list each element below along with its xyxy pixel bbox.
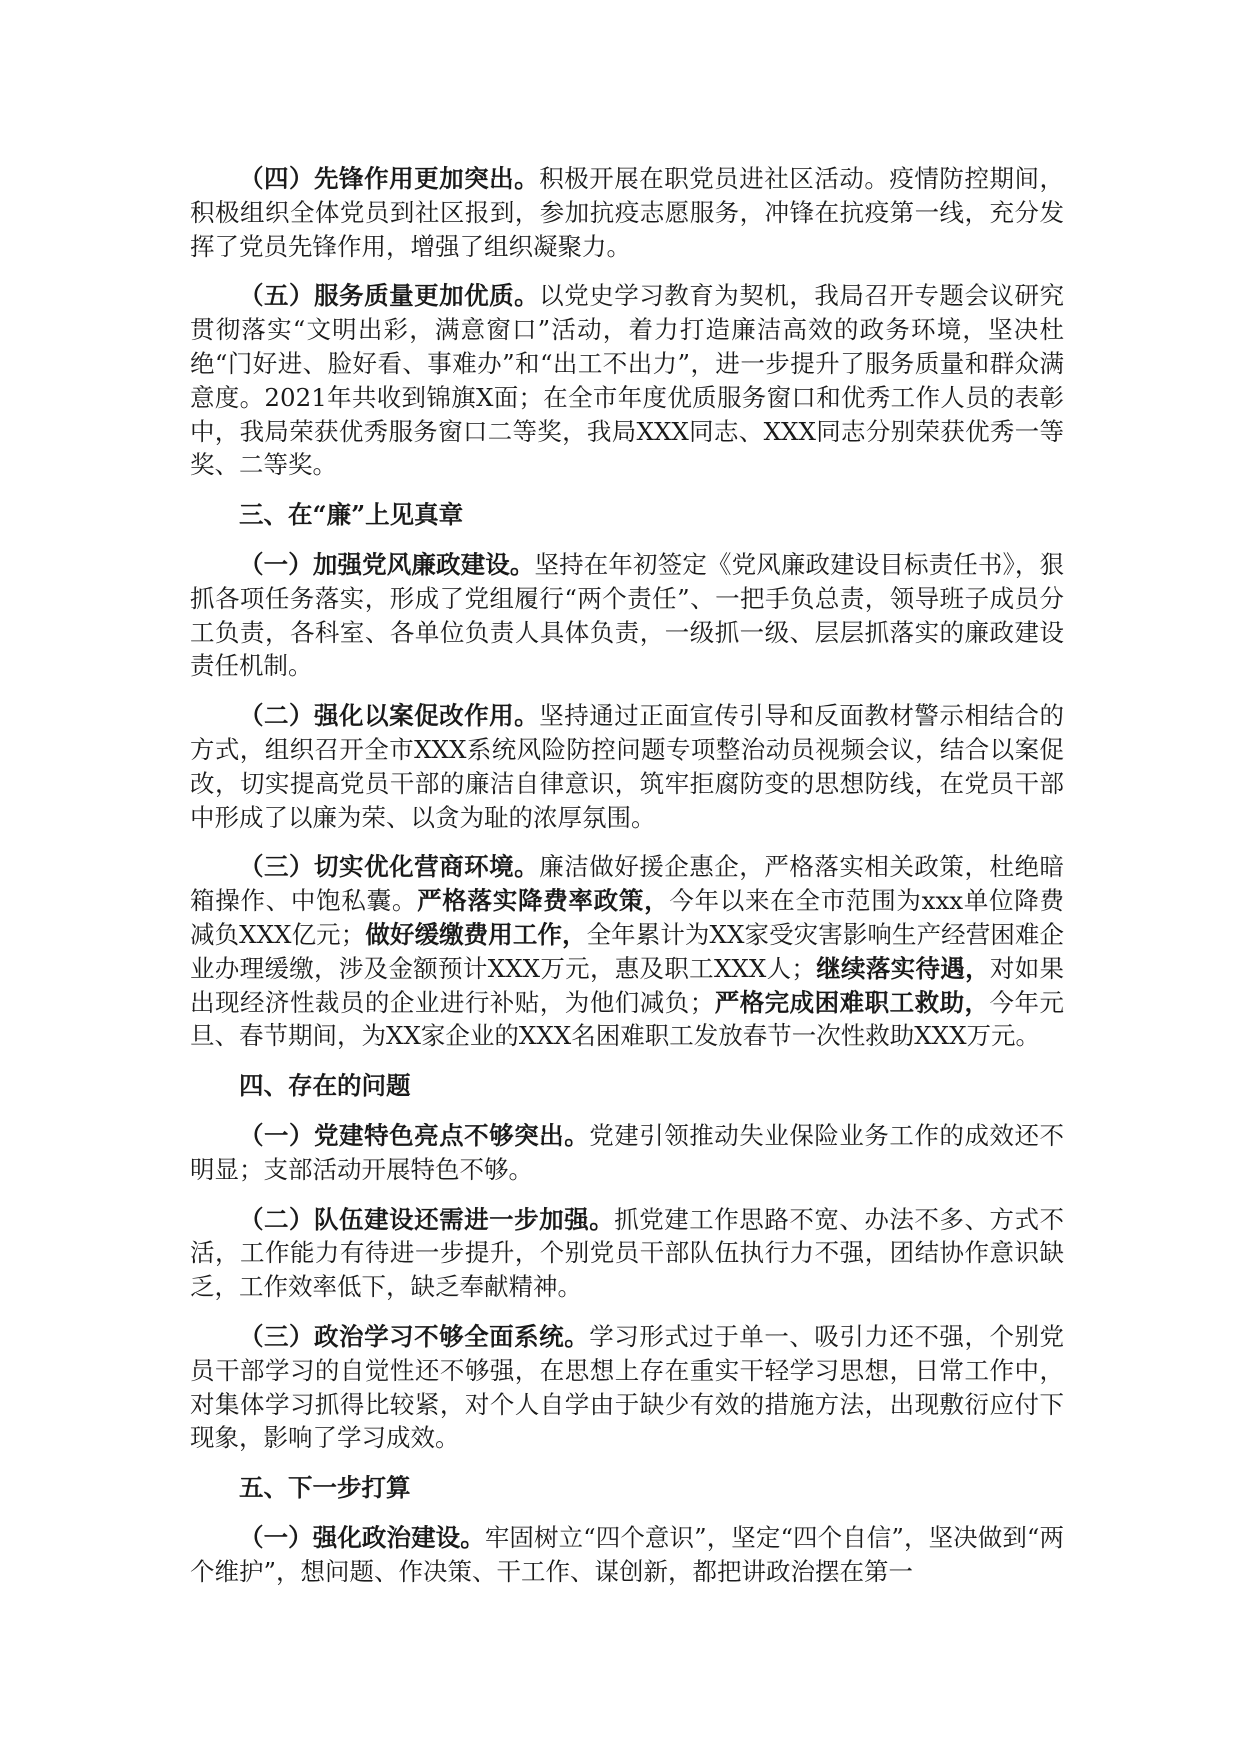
paragraph-text: 坚持在年初签定《党风廉政建设目标责任书》，狠抓各项任务落实，形成了党组履行“两个责任”、一把手负总责，领导班子成员分工负责，各科室、各单位负责人具体负责，一级抓一级、层层抓落实的廉政建设责任机制。 bbox=[190, 549, 1064, 681]
paragraph-party-conduct bbox=[190, 548, 1064, 683]
paragraph-lead: （五）服务质量更加优质。 bbox=[239, 281, 540, 311]
paragraph-text: 党建引领推动失业保险业务工作的成效还不明显；支部活动开展特色不够。 bbox=[190, 1120, 1064, 1184]
paragraph-service-quality bbox=[190, 279, 1064, 482]
paragraph-lead: （二）强化以案促改作用。 bbox=[239, 701, 540, 731]
emphasis-text: 严格完成困难职工救助， bbox=[714, 987, 990, 1017]
paragraph-lead: （三）政治学习不够全面系统。 bbox=[239, 1321, 590, 1351]
paragraph-lead: （一）加强党风廉政建设。 bbox=[239, 549, 535, 579]
paragraph-text: 抓党建工作思路不宽、办法不多、方式不活，工作能力有待进一步提升，个别党员干部队伍执行力不强，团结协作意识缺乏，工作效率低下，缺乏奉献精神。 bbox=[190, 1204, 1064, 1302]
section-heading-next-steps: 五、下一步打算 bbox=[239, 1473, 411, 1503]
emphasis-text: 做好缓缴费用工作， bbox=[365, 919, 587, 949]
paragraph-team-building bbox=[190, 1203, 1064, 1304]
paragraph-political-building bbox=[190, 1521, 1064, 1589]
paragraph-political-study bbox=[190, 1320, 1064, 1455]
paragraph-text: 今年元旦、春节期间，为XX家企业的XXX名困难职工发放春节一次性救助XXX万元。 bbox=[190, 987, 1065, 1051]
paragraph-text: 今年以来在全市范围为xxx单位降费减负XXX亿元； bbox=[190, 886, 1065, 949]
paragraph-text: 牢固树立“四个意识”，坚定“四个自信”，坚决做到“两个维护”，想问题、作决策、干工作、谋创新，都把讲政治摆在第一 bbox=[190, 1522, 1065, 1586]
document-page bbox=[190, 162, 1064, 1604]
section-heading-problems: 四、存在的问题 bbox=[239, 1071, 411, 1101]
paragraph-lead: （二）队伍建设还需进一步加强。 bbox=[239, 1204, 615, 1234]
paragraph-text: 廉洁做好援企惠企，严格落实相关政策，杜绝暗箱操作、中饱私囊。 bbox=[190, 852, 1064, 916]
paragraph-lead: （一）党建特色亮点不够突出。 bbox=[239, 1120, 590, 1150]
paragraph-text: 以党史学习教育为契机，我局召开专题会议研究贯彻落实“文明出彩，满意窗口”活动，着力打造廉洁高效的政务环境，坚决杜绝“门好进、脸好看、事难办”和“出工不出力”，进一步提升了服务质量和群众满意度。2021年共收到锦旗X面；在全市年度优质服务窗口和优秀工作人员的表彰中，我局荣获优秀服务窗口二等奖，我局XXX同志、XXX同志分别荣获优秀一等奖、二等奖。 bbox=[190, 281, 1064, 480]
paragraph-case-reform bbox=[190, 699, 1064, 834]
section-heading-integrity: 三、在“廉”上见真章 bbox=[239, 500, 464, 530]
paragraph-highlights bbox=[190, 1119, 1064, 1187]
paragraph-text: 全年累计为XX家受灾害影响生产经营困难企业办理缓缴，涉及金额预计XXX万元，惠及职工XXX人； bbox=[190, 919, 1064, 983]
paragraph-text: 学习形式过于单一、吸引力还不强，个别党员干部学习的自觉性还不够强，在思想上存在重实干轻学习思想，日常工作中，对集体学习抓得比较紧，对个人自学由于缺少有效的措施方法，出现敷衍应付下现象，影响了学习成效。 bbox=[190, 1321, 1064, 1453]
paragraph-text: 坚持通过正面宣传引导和反面教材警示相结合的方式，组织召开全市XXX系统风险防控问题专项整治动员视频会议，结合以案促改，切实提高党员干部的廉洁自律意识，筑牢拒腐防变的思想防线，在党员干部中形成了以廉为荣、以贪为耻的浓厚氛围。 bbox=[190, 701, 1064, 832]
paragraph-text: 积极开展在职党员进社区活动。疫情防控期间，积极组织全体党员到社区报到，参加抗疫志愿服务，冲锋在抗疫第一线，充分发挥了党员先锋作用，增强了组织凝聚力。 bbox=[190, 164, 1064, 261]
paragraph-business-environment bbox=[190, 850, 1064, 1053]
paragraph-lead: （三）切实优化营商环境。 bbox=[239, 852, 540, 882]
paragraph-vanguard-role bbox=[190, 162, 1064, 263]
paragraph-text: 对如果出现经济性裁员的企业进行补贴，为他们减负； bbox=[190, 953, 1065, 1017]
emphasis-text: 严格落实降费率政策， bbox=[417, 886, 670, 916]
paragraph-lead: （四）先锋作用更加突出。 bbox=[239, 164, 540, 193]
paragraph-lead: （一）强化政治建设。 bbox=[239, 1522, 485, 1552]
emphasis-text: 继续落实待遇， bbox=[815, 953, 990, 983]
